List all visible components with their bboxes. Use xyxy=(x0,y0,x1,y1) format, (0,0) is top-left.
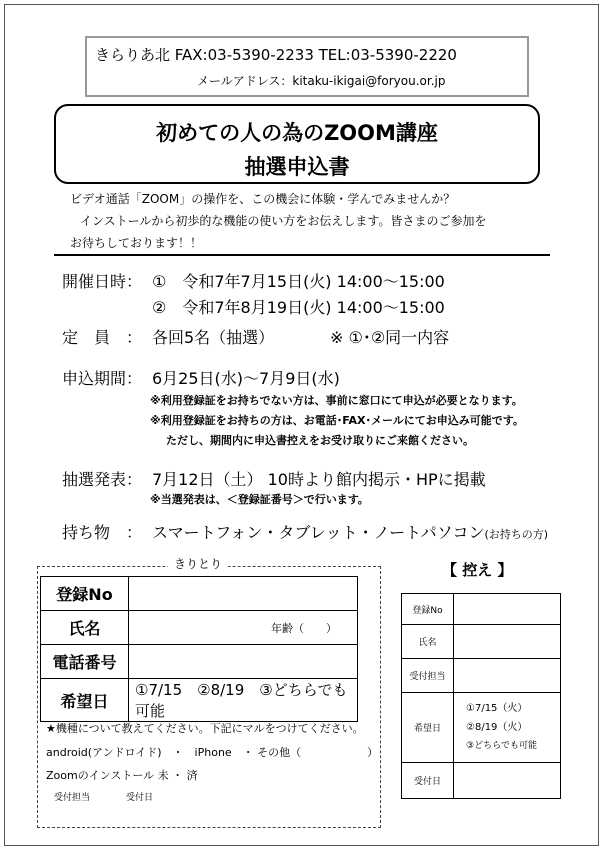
age-label: 年齢（ ） xyxy=(271,622,337,635)
wish-label: 希望日 xyxy=(41,679,129,722)
copy-wish-options[interactable] xyxy=(454,693,561,763)
form-row xyxy=(41,645,358,679)
capacity-label: 定 員 ： xyxy=(62,328,143,347)
capacity-value: 各回5名（抽選） xyxy=(152,328,275,347)
device-options[interactable]: android(アンドロイド) ・ iPhone ・ その他（ ） xyxy=(46,746,379,759)
announce-value: 7月12日（土） 10時より館内掲示・HPに掲載 xyxy=(152,470,486,489)
period-note: ※利用登録証をお持ちの方は、お電話･FAX･メールにてお申込み可能です。 xyxy=(150,414,524,427)
name-field[interactable] xyxy=(129,611,358,645)
application-form xyxy=(40,576,358,722)
items-list: スマートフォン・タブレット・ノートパソコン xyxy=(152,523,485,542)
cut-label: きりとり xyxy=(168,555,228,572)
copy-row xyxy=(402,625,561,659)
announce-label: 抽選発表： xyxy=(62,470,143,489)
date-option-2: ② 令和7年8月19日(火) 14:00～15:00 xyxy=(152,298,445,317)
date-received-label: 受付日 xyxy=(126,793,154,803)
wish-options[interactable]: ①7/15 ②8/19 ③どちらでも可能 xyxy=(129,679,358,722)
items-suffix: (お持ちの方) xyxy=(484,528,549,541)
period-label: 申込期間： xyxy=(62,369,143,388)
reg-no-field[interactable] xyxy=(129,577,358,611)
copy-row xyxy=(402,763,561,799)
title-box xyxy=(54,104,540,184)
copy-date-received-label: 受付日 xyxy=(402,763,454,799)
copy-reg-no-field[interactable] xyxy=(454,594,561,625)
copy-name-field[interactable] xyxy=(454,625,561,659)
copy-staff-field[interactable] xyxy=(454,659,561,693)
form-row xyxy=(41,679,358,722)
form-title: 抽選申込書 xyxy=(244,155,350,179)
phone-label: 電話番号 xyxy=(41,645,129,679)
reg-no-label: 登録No xyxy=(41,577,129,611)
contact-email: メールアドレス：kitaku-ikigai@foryou.or.jp xyxy=(197,74,446,88)
form-row xyxy=(41,611,358,645)
staff-label: 受付担当 xyxy=(54,793,91,803)
copy-wish-3: ③どちらでも可能 xyxy=(466,741,537,751)
copy-row xyxy=(402,659,561,693)
copy-date-received-field[interactable] xyxy=(454,763,561,799)
copy-staff-label: 受付担当 xyxy=(402,659,454,693)
items-value xyxy=(152,520,548,543)
copy-wish-1: ①7/15（火） xyxy=(466,703,528,714)
course-title: 初めての人の為のZOOM講座 xyxy=(156,121,438,145)
intro-line: インストールから初歩的な機能の使い方をお伝えします。皆さまのご参加を xyxy=(80,214,487,228)
date-option-1: ① 令和7年7月15日(火) 14:00～15:00 xyxy=(152,272,445,291)
intro-line: ビデオ通話「ZOOM」の操作を、この機会に体験・学んでみませんか？ xyxy=(70,192,456,206)
copy-wish-label: 希望日 xyxy=(402,693,454,763)
period-note: ※利用登録証をお持ちでない方は、事前に窓口にて申込が必要となります。 xyxy=(150,394,523,407)
device-question: ★機種について教えてください。下記にマルをつけてください。 xyxy=(46,722,364,735)
name-label: 氏名 xyxy=(41,611,129,645)
copy-name-label: 氏名 xyxy=(402,625,454,659)
copy-title: 【 控え 】 xyxy=(442,561,513,579)
capacity-note: ※ ①･②同一内容 xyxy=(330,328,450,347)
zoom-install-status[interactable]: Zoomのインストール 未 ・ 済 xyxy=(46,769,198,782)
period-note: ただし、期間内に申込書控えをお受け取りにご来館ください。 xyxy=(166,434,474,447)
announce-note: ※当選発表は、＜登録証番号＞で行います。 xyxy=(150,493,369,506)
phone-field[interactable] xyxy=(129,645,358,679)
copy-row xyxy=(402,594,561,625)
divider xyxy=(54,254,550,256)
form-row xyxy=(41,577,358,611)
date-label: 開催日時： xyxy=(62,272,143,291)
items-label: 持ち物 ： xyxy=(62,523,143,542)
copy-form xyxy=(401,593,561,799)
contact-phone-fax: きらりあ北 FAX:03-5390-2233 TEL:03-5390-2220 xyxy=(95,46,457,64)
intro-text xyxy=(70,188,486,254)
copy-reg-no-label: 登録No xyxy=(402,594,454,625)
intro-line: お待ちしております！！ xyxy=(70,236,203,250)
period-value: 6月25日(水)～7月9日(水) xyxy=(152,369,340,388)
copy-wish-2: ②8/19（火） xyxy=(466,722,528,733)
contact-box xyxy=(85,36,529,97)
copy-row xyxy=(402,693,561,763)
